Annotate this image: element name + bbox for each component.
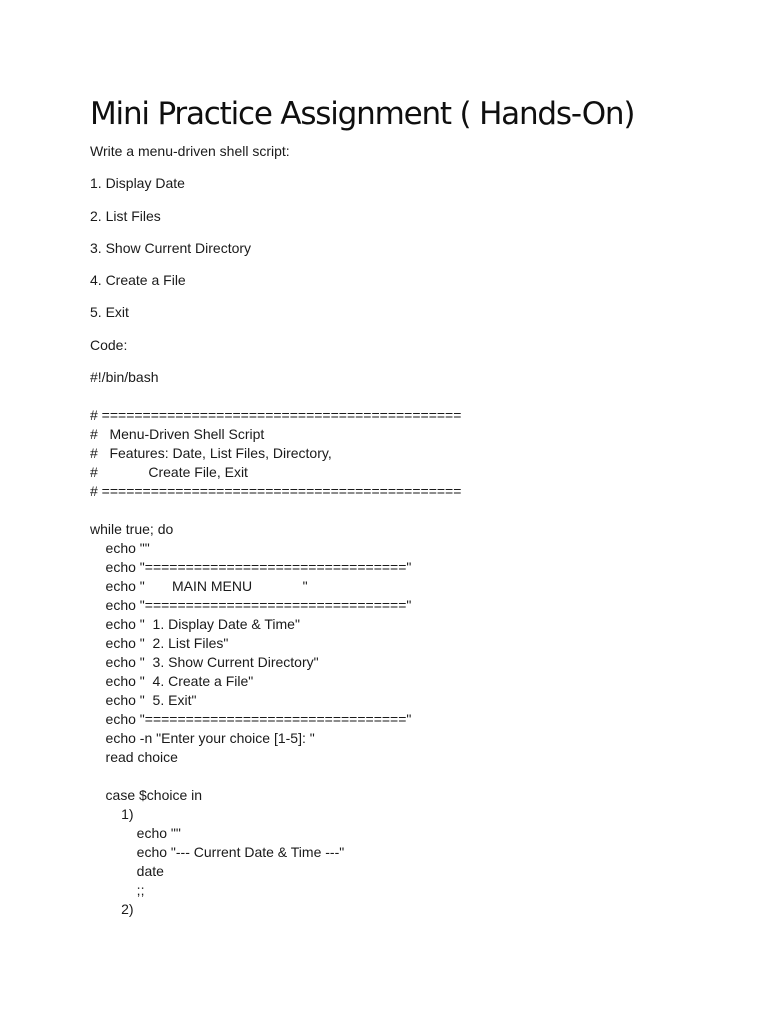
code-line: 2): [90, 901, 134, 917]
code-line: case $choice in: [90, 787, 203, 803]
code-line: echo "================================": [90, 711, 412, 727]
code-line: # Create File, Exit: [90, 464, 248, 480]
code-line: echo " 2. List Files": [90, 635, 229, 651]
page-title: Mini Practice Assignment ( Hands-On): [90, 96, 635, 132]
code-line: [90, 501, 461, 520]
menu-item-2: 2. List Files: [90, 208, 161, 224]
code-line: # Features: Date, List Files, Directory,: [90, 445, 332, 461]
code-line: echo " 4. Create a File": [90, 673, 254, 689]
code-line: date: [90, 863, 164, 879]
code-line: # ============================================: [90, 407, 462, 423]
code-line: echo "": [90, 540, 150, 556]
code-line: # ============================================: [90, 483, 462, 499]
code-label: Code:: [90, 337, 128, 353]
code-line: 1): [90, 806, 134, 822]
menu-item-4: 4. Create a File: [90, 272, 186, 288]
code-line: ;;: [90, 882, 145, 898]
menu-item-3: 3. Show Current Directory: [90, 240, 252, 256]
code-line: echo -n "Enter your choice [1-5]: ": [90, 730, 315, 746]
menu-item-1: 1. Display Date: [90, 175, 185, 191]
code-line: echo "": [90, 825, 181, 841]
code-line: # Menu-Driven Shell Script: [90, 426, 265, 442]
code-block: [90, 406, 461, 919]
intro-text: Write a menu-driven shell script:: [90, 143, 290, 159]
shebang-line: #!/bin/bash: [90, 369, 159, 385]
menu-item-5: 5. Exit: [90, 304, 129, 320]
code-line: echo "--- Current Date & Time ---": [90, 844, 345, 860]
code-line: while true; do: [90, 521, 174, 537]
code-line: echo "================================": [90, 597, 412, 613]
code-line: echo "================================": [90, 559, 412, 575]
code-line: read choice: [90, 749, 178, 765]
code-line: echo " 3. Show Current Directory": [90, 654, 319, 670]
code-line: [90, 767, 461, 786]
code-line: echo " MAIN MENU ": [90, 578, 308, 594]
code-line: echo " 5. Exit": [90, 692, 197, 708]
code-line: echo " 1. Display Date & Time": [90, 616, 300, 632]
